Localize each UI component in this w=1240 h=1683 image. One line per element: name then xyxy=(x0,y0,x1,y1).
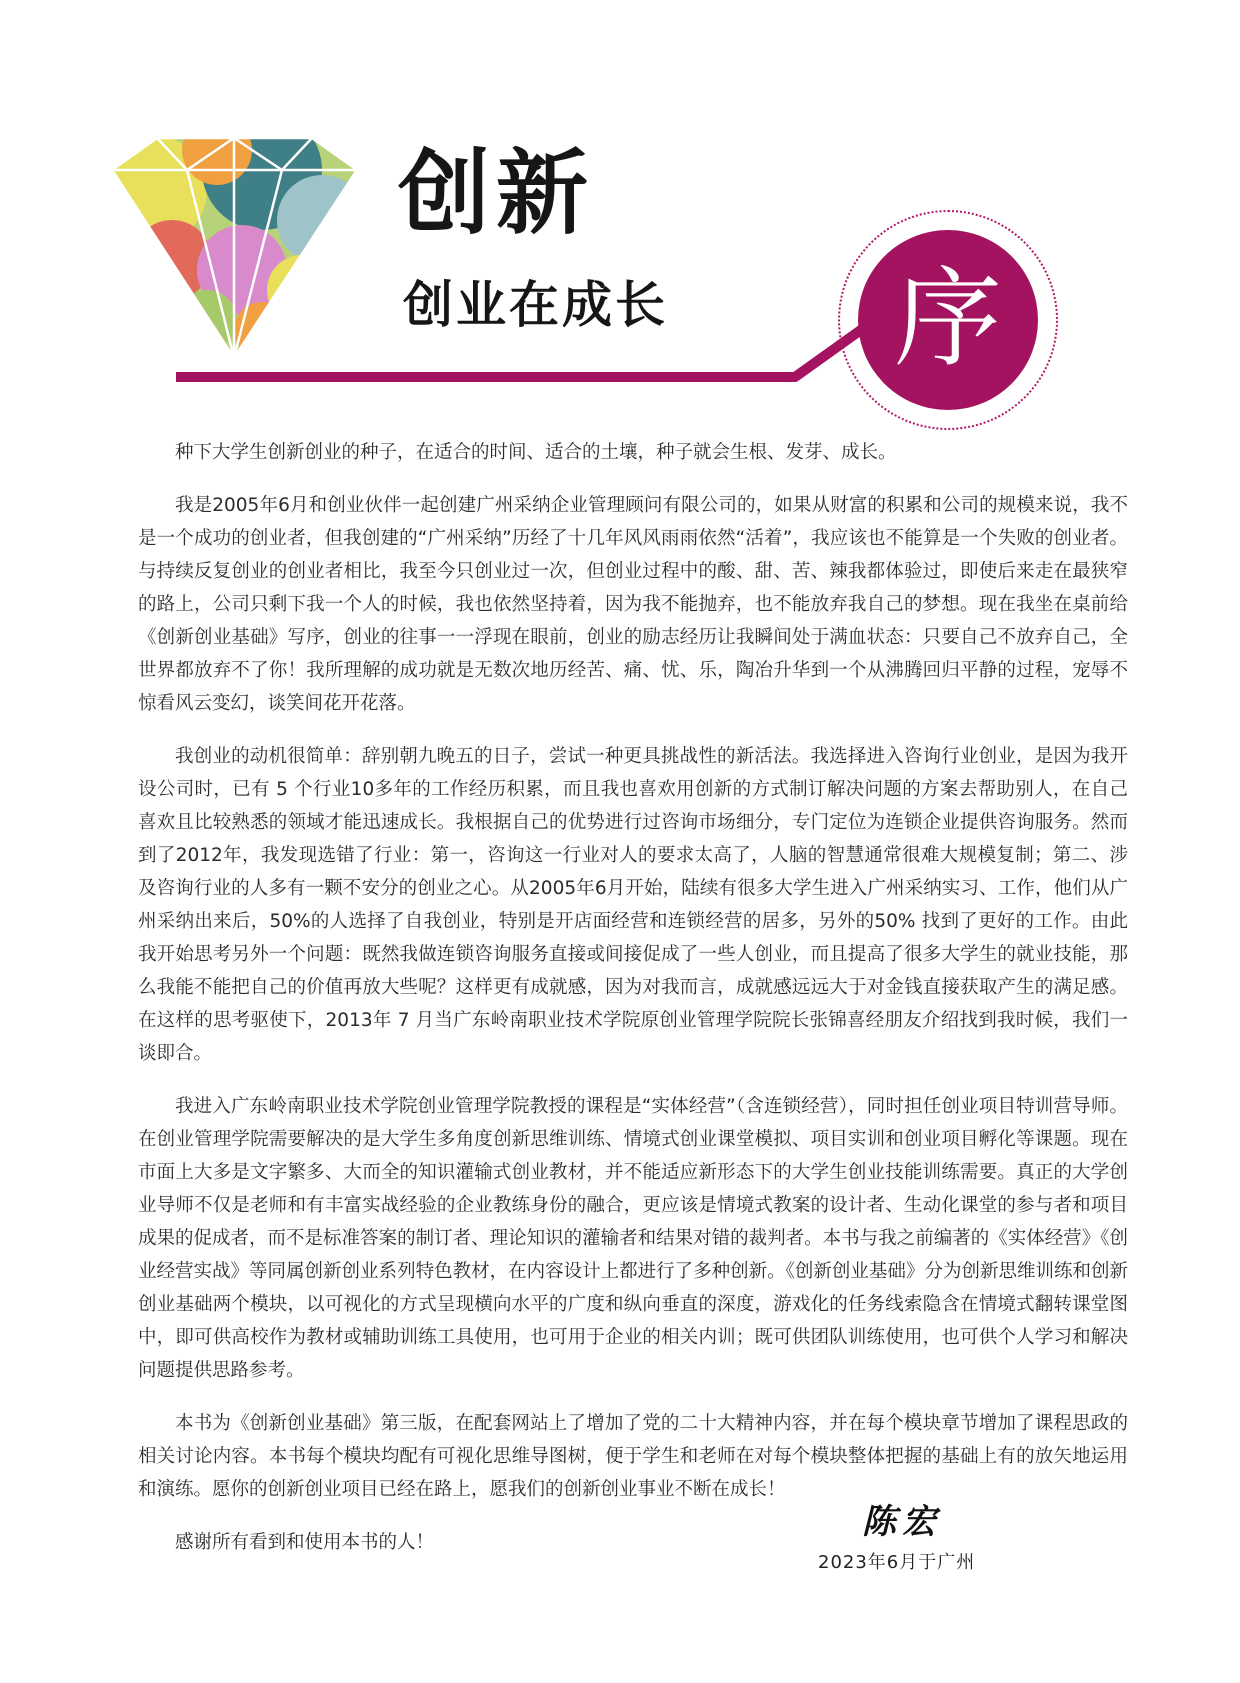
paragraph: 种下大学生创新创业的种子，在适合的时间、适合的土壤，种子就会生根、发芽、成长。 xyxy=(175,442,897,463)
paragraph: 我创业的动机很简单：辞别朝九晚五的日子，尝试一种更具挑战性的新活法。我选择进入咨询行业创业，是因为我开设公司时，已有 5 个行业10多年的工作经历积累，而且我也喜欢用创新的方式制订解决问题的方案去帮助别人，在自己喜欢且比较熟悉的领域才能迅速成长。我根据自己的优势进行过咨询市场细分，专门定位为连锁企业提供咨询服务。然而到了2012年，我发现选错了行业：第一，咨询这一行业对人的要求太高了，人脑的智慧通常很难大规模复制；第二、涉及咨询行业的人多有一颗不安分的创业之心。从2005年6月开始，陆续有很多大学生进入广州采纳实习、工作，他们从广州采纳出来后，50%的人选择了自我创业，特别是开店面经营和连锁经营的居多，另外的50% 找到了更好的工作。由此我开始思考另外一个问题：既然我做连锁咨询服务直接或间接促成了一些人创业，而且提高了很多大学生的就业技能，那么我能不能把自己的价值再放大些呢？这样更有成就感，因为对我而言，成就感远远大于对金钱直接获取产生的满足感。在这样的思考驱使下，2013年 7 月当广东岭南职业技术学院原创业管理学院院长张锦喜经朋友介绍找到我时候，我们一谈即合。 xyxy=(138,746,1128,1064)
paragraph: 我进入广东岭南职业技术学院创业管理学院教授的课程是“实体经营”（含连锁经营），同时担任创业项目特训营导师。在创业管理学院需要解决的是大学生多角度创新思维训练、情境式创业课堂模拟、项目实训和创业项目孵化等课题。现在市面上大多是文字繁多、大而全的知识灌输式创业教材，并不能适应新形态下的大学生创业技能训练需要。真正的大学创业导师不仅是老师和有丰富实战经验的企业教练身份的融合，更应该是情境式教案的设计者、生动化课堂的参与者和项目成果的促成者，而不是标准答案的制订者、理论知识的灌输者和结果对错的裁判者。本书与我之前编著的《实体经营》《创业经营实战》等同属创新创业系列特色教材，在内容设计上都进行了多种创新。《创新创业基础》分为创新思维训练和创新创业基础两个模块，以可视化的方式呈现横向水平的广度和纵向垂直的深度，游戏化的任务线索隐含在情境式翻转课堂图中，即可供高校作为教材或辅助训练工具使用，也可用于企业的相关内训；既可供团队训练使用，也可供个人学习和解决问题提供思路参考。 xyxy=(138,1096,1128,1381)
title-underline xyxy=(0,0,1240,440)
page-header xyxy=(0,0,1240,440)
date-place: 2023年6月于广州 xyxy=(818,1552,976,1573)
paragraph: 我是2005年6月和创业伙伴一起创建广州采纳企业管理顾问有限公司的，如果从财富的积累和公司的规模来说，我不是一个成功的创业者，但我创建的“广州采纳”历经了十几年风风雨雨依然“活着”，我应该也不能算是一个失败的创业者。与持续反复创业的创业者相比，我至今只创业过一次，但创业过程中的酸、甜、苦、辣我都体验过，即使后来走在最狭窄的路上，公司只剩下我一个人的时候，我也依然坚持着，因为我不能抛弃，也不能放弃我自己的梦想。现在我坐在桌前给《创新创业基础》写序，创业的往事一一浮现在眼前，创业的励志经历让我瞬间处于满血状态：只要自己不放弃自己，全世界都放弃不了你！我所理解的成功就是无数次地历经苦、痛、忧、乐，陶冶升华到一个从沸腾回归平静的过程，宠辱不惊看风云变幻，谈笑间花开花落。 xyxy=(138,495,1128,714)
preface-body xyxy=(138,436,1128,1579)
author-signature: 陈宏 xyxy=(862,1502,942,1542)
preface-seal: 序 xyxy=(858,230,1038,410)
paragraph: 感谢所有看到和使用本书的人！ xyxy=(175,1532,435,1553)
paragraph: 本书为《创新创业基础》第三版，在配套网站上了增加了党的二十大精神内容，并在每个模块章节增加了课程思政的相关讨论内容。本书每个模块均配有可视化思维导图树，便于学生和老师在对每个模块整体把握的基础上有的放矢地运用和演练。愿你的创新创业项目已经在路上，愿我们的创新创业事业不断在成长！ xyxy=(138,1413,1128,1500)
page-title: 创新 xyxy=(398,140,595,247)
page-subtitle: 创业在成长 xyxy=(403,276,668,334)
